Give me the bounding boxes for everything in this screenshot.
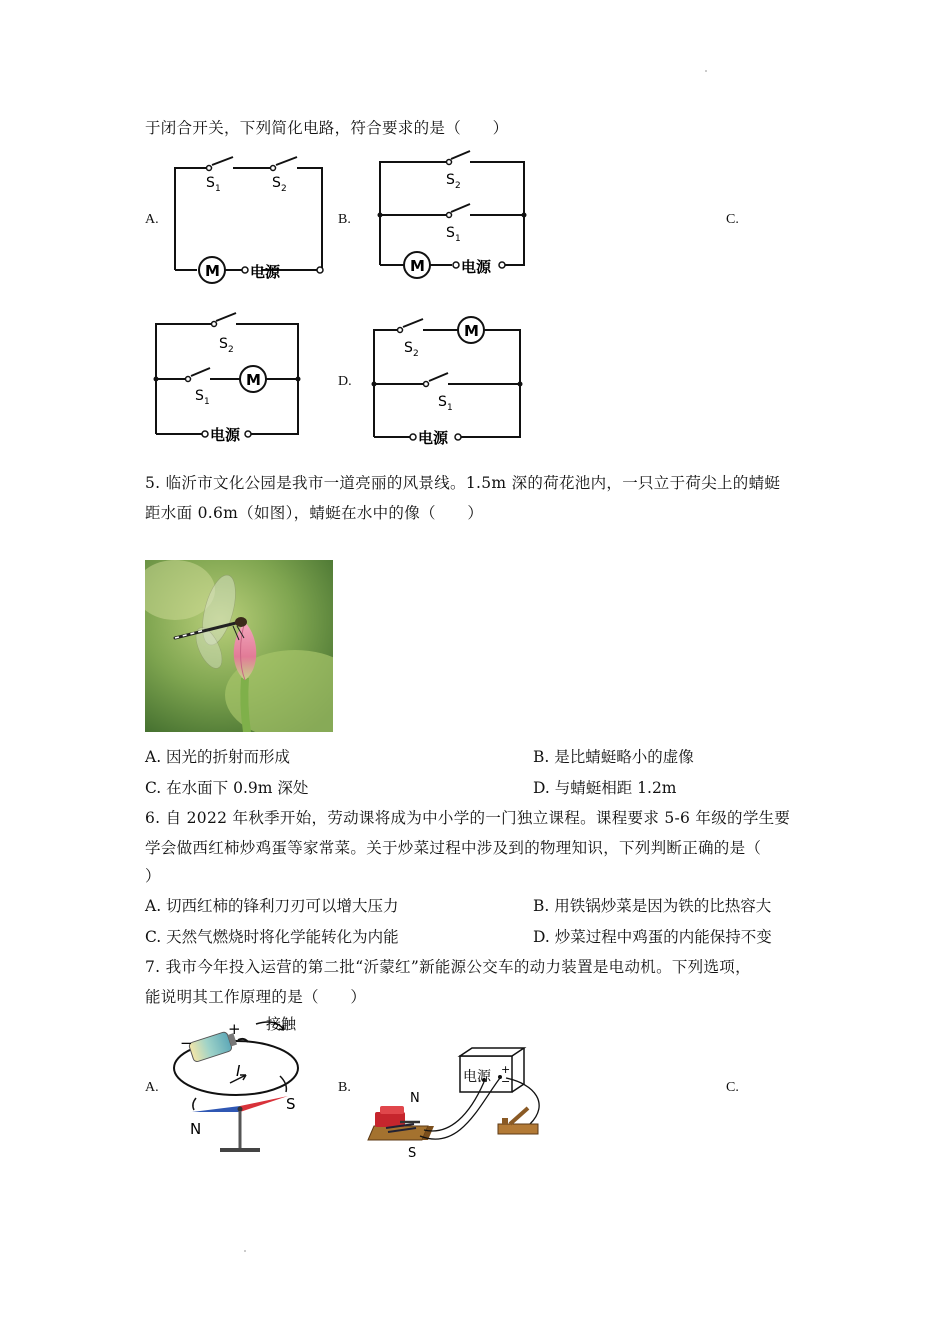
switch-label: S <box>438 394 447 410</box>
power-source-label: 电源 <box>418 429 449 447</box>
power-source-label: 电源 <box>210 426 241 444</box>
q5-option-b[interactable]: B. 是比蜻蜓略小的虚像 <box>533 748 694 766</box>
q4-option-d-label: D. <box>338 374 352 389</box>
q5-stem-line2: 距水面 0.6m（如图），蜻蜓在水中的像（ ） <box>145 504 484 522</box>
switch-subscript: 1 <box>447 403 453 413</box>
q7-option-b-label: B. <box>338 1080 351 1095</box>
switch-label: S <box>272 175 281 191</box>
q6-stem-line3: ） <box>145 867 161 885</box>
switch-label: S <box>206 175 215 191</box>
q6-option-d[interactable]: D. 炒菜过程中鸡蛋的内能保持不变 <box>533 928 772 946</box>
switch-label: S <box>446 172 455 188</box>
q4-option-a-label: A. <box>145 212 159 227</box>
power-box-label: 电源 <box>463 1069 491 1085</box>
switch-subscript: 1 <box>215 184 221 194</box>
q5-option-a[interactable]: A. 因光的折射而形成 <box>145 748 291 766</box>
switch-label: S <box>446 225 455 241</box>
south-pole-label: S <box>286 1095 296 1113</box>
q4-option-b-label: B. <box>338 212 351 227</box>
magnet-north-label: N <box>410 1091 420 1106</box>
q7-option-c-label: C. <box>726 1080 739 1095</box>
q7-stem-line2: 能说明其工作原理的是（ ） <box>145 988 367 1006</box>
motor-symbol: M <box>246 371 261 389</box>
switch-subscript: 1 <box>204 397 210 407</box>
motor-symbol: M <box>464 322 479 340</box>
north-pole-label: N <box>190 1120 202 1138</box>
switch-label: S <box>404 340 413 356</box>
switch-subscript: 1 <box>455 234 461 244</box>
power-source-label: 电源 <box>250 263 281 281</box>
q7-stem-line1: 7. 我市今年投入运营的第二批“沂蒙红”新能源公交车的动力装置是电动机。下列选项， <box>145 958 751 976</box>
power-minus-terminal: − <box>501 1075 511 1088</box>
current-label: I <box>236 1062 241 1080</box>
switch-subscript: 2 <box>413 349 419 359</box>
circuit-diagram-a <box>165 150 330 285</box>
touch-label: 接触 <box>266 1015 297 1033</box>
switch-subscript: 2 <box>281 184 287 194</box>
magnet-south-label: S <box>408 1146 417 1161</box>
q4-option-c-label: C. <box>726 212 739 227</box>
circuit-diagram-c <box>150 312 305 447</box>
q4-stem-tail: 于闭合开关，下列简化电路，符合要求的是（ ） <box>145 119 509 137</box>
circuit-diagram-b <box>372 150 532 285</box>
q6-option-a[interactable]: A. 切西红柿的锋利刀刃可以增大压力 <box>145 897 399 915</box>
power-plus-terminal: + <box>501 1063 511 1076</box>
motor-symbol: M <box>205 262 220 280</box>
q6-option-c[interactable]: C. 天然气燃烧时将化学能转化为内能 <box>145 928 399 946</box>
q5-option-d[interactable]: D. 与蜻蜓相距 1.2m <box>533 779 677 797</box>
q6-option-b[interactable]: B. 用铁锅炒菜是因为铁的比热容大 <box>533 897 772 915</box>
switch-subscript: 2 <box>455 181 461 191</box>
motor-symbol: M <box>410 257 425 275</box>
dragonfly-on-lotus-photo <box>145 560 333 732</box>
switch-label: S <box>219 336 228 352</box>
switch-subscript: 2 <box>228 345 234 355</box>
q5-option-c[interactable]: C. 在水面下 0.9m 深处 <box>145 779 309 797</box>
power-source-label: 电源 <box>461 258 492 276</box>
q6-stem-line1: 6. 自 2022 年秋季开始，劳动课将成为中小学的一门独立课程。课程要求 5-6 年级的学生要 <box>145 809 791 827</box>
switch-label: S <box>195 388 204 404</box>
q7-option-a-label: A. <box>145 1080 159 1095</box>
figure-magnet-rail-power <box>360 1044 555 1162</box>
q6-stem-line2: 学会做西红柿炒鸡蛋等家常菜。关于炒菜过程中涉及到的物理知识，下列判断正确的是（ <box>145 839 762 857</box>
q5-stem-line1: 5. 临沂市文化公园是我市一道亮丽的风景线。1.5m 深的荷花池内，一只立于荷尖上的蜻蜓 <box>145 474 781 492</box>
plus-sign: + <box>228 1020 241 1038</box>
circuit-diagram-d <box>368 312 528 447</box>
minus-sign: − <box>180 1034 193 1052</box>
figure-battery-wire-compass <box>168 1010 318 1160</box>
